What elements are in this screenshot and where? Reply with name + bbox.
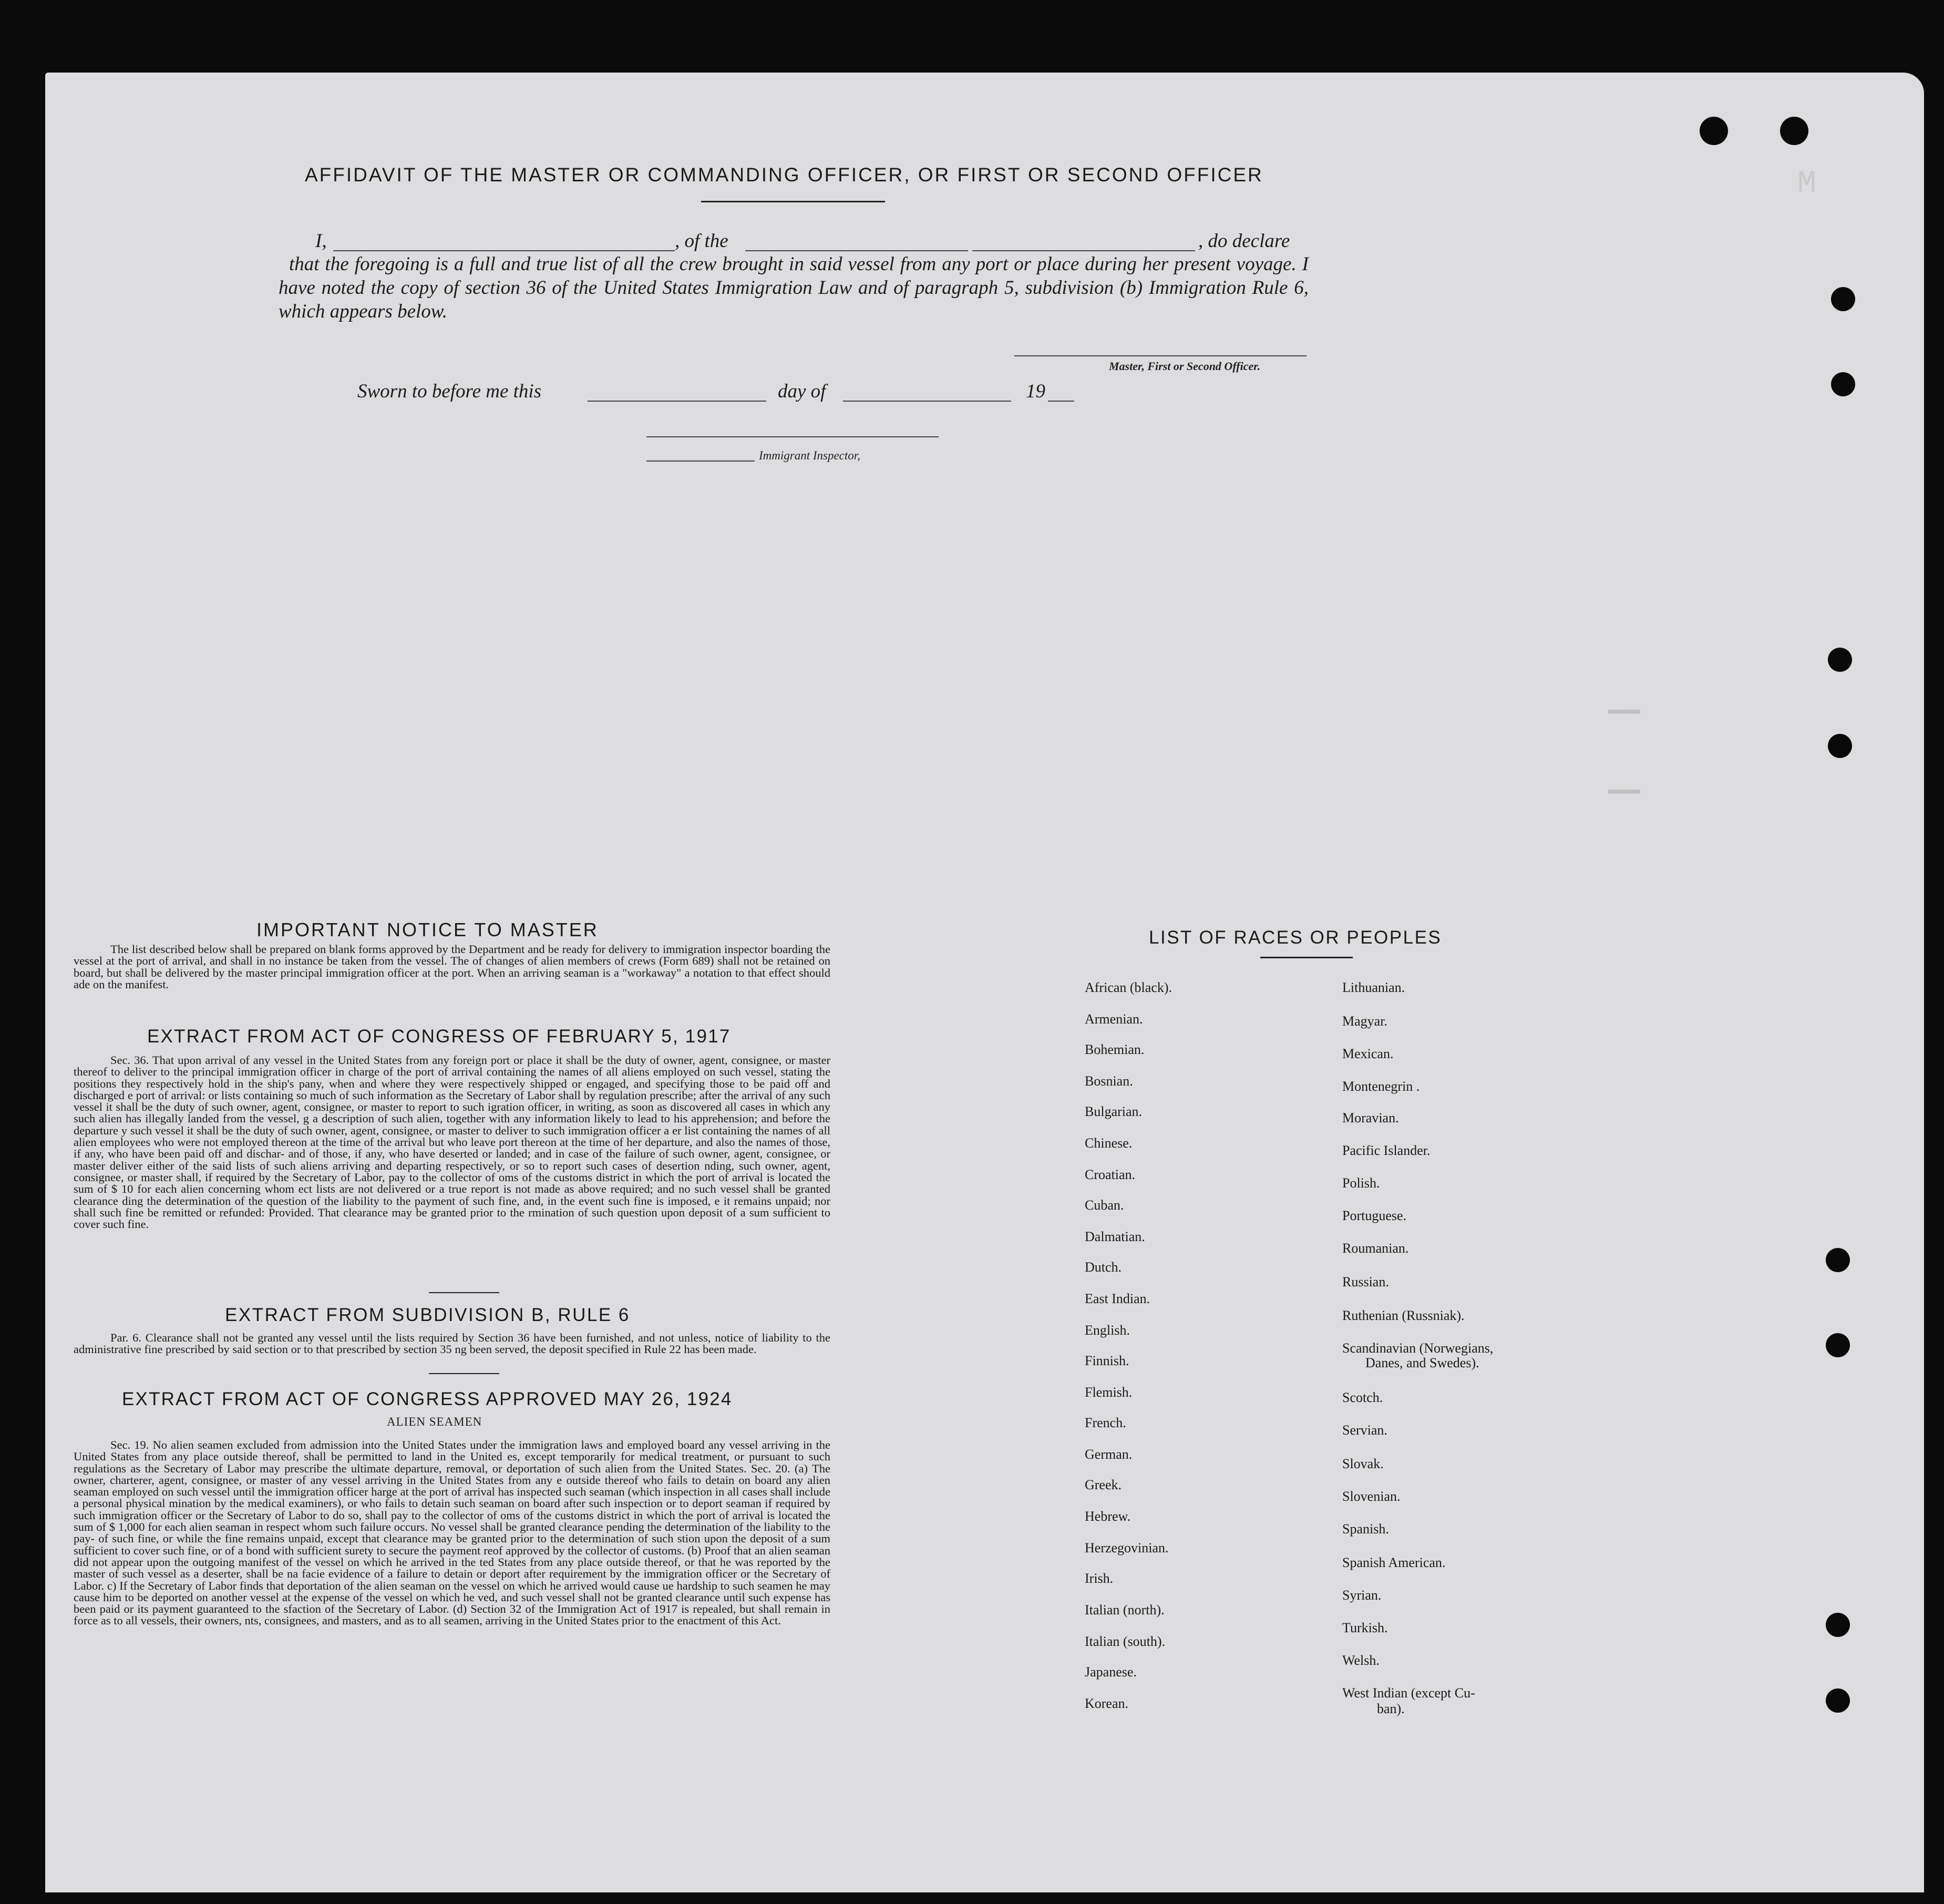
race-item: Greek. [1085, 1477, 1122, 1492]
race-item: Chinese. [1085, 1135, 1133, 1151]
race-item: Dalmatian. [1085, 1229, 1145, 1244]
punch-hole [1826, 1613, 1850, 1637]
race-item: Japanese. [1085, 1664, 1137, 1680]
extract-1917-text: Sec. 36. That upon arrival of any vessel in the United States from any foreign port or place it shall be the duty of owner, agent, consignee, or master thereof to deliver to the principal immigration officer in charge of the port of arrival containing the names of all aliens employed on such vessel, stating the positions they respectively hold in the ship's pany, when and where they were respectively shipped or engaged, and specifying those to be paid off and discharged e port of arrival: or lists containing so much of such information as the Secretary of Labor shall by regulation prescribe; after the arrival of any such vessel it shall be the duty of such owner, agent, consignee, or master to report to such igration officer, in writing, as soon as discovered all cases in which any such alien has illegally landed from the vessel, g a description of such alien, together with any information likely to lead to his apprehension; and before the departure y such vessel it shall be the duty of such owner, agent, consignee, or master to deliver to such immigration officer a er list containing the names of all alien employees who were not employed thereon at the time of the arrival but who leave port thereon at the time of her departure, and also the names of those, if any, who have been paid off and dischar- and of those, if any, who have deserted or landed; and in case of the failure of such owner, agent, consignee, or master deliver either of the said lists of such aliens arriving and departing respectively, or so to report such cases of desertion nding, such owner, agent, consignee, or master shall, if required by the Secretary of Labor, pay to the collector of oms of the customs district in which the port of arrival is located the sum of $ 10 for each alien concerning whom ect lists are not delivered or a true report is not made as above required; and no such vessel shall be granted clearance ding the determination of the question of the liability to the payment of such fine, and, in the event such fine is imposed, e it remains unpaid; nor shall such fine be remitted or refunded: Provided. That clearance may be granted prior to the rmination of such question upon deposit of a sum sufficient to cover such fine. [74, 1055, 830, 1231]
race-item: Flemish. [1085, 1385, 1133, 1400]
extract-1917-title: EXTRACT FROM ACT OF CONGRESS OF FEBRUARY 5, 1917 [147, 1026, 731, 1047]
races-title-underline [1260, 957, 1353, 958]
race-item: Croatian. [1085, 1167, 1136, 1182]
race-item: Portuguese. [1342, 1208, 1407, 1223]
bleed-through-mark: ▬▬▬ [1608, 700, 1641, 720]
race-item: Ruthenian (Russniak). [1342, 1308, 1465, 1323]
inspector-signature-line[interactable] [646, 436, 939, 437]
race-item: Russian. [1342, 1274, 1389, 1289]
race-item: Hebrew. [1085, 1509, 1131, 1524]
punch-hole [1826, 1248, 1850, 1272]
race-item: Turkish. [1342, 1620, 1388, 1635]
section-divider [429, 1373, 499, 1374]
sworn-year-blank[interactable] [1048, 401, 1074, 402]
affidavit-line1-end: , do declare [1198, 230, 1290, 252]
race-item: Scotch. [1342, 1390, 1383, 1405]
race-item: Moravian. [1342, 1110, 1399, 1125]
race-item: Lithuanian. [1342, 980, 1405, 995]
race-item: Roumanian. [1342, 1241, 1409, 1256]
punch-hole [1826, 1688, 1850, 1713]
rule6-text: Par. 6. Clearance shall not be granted any vessel until the lists required by Section 36 have been furnished, and not unless, notice of liability to the administrative fine prescribed by said section or to that prescribed by section 35 ng been served, the deposit specified in Rule 22 has been made. [74, 1332, 830, 1356]
race-item: Bulgarian. [1085, 1104, 1143, 1119]
race-item: Dutch. [1085, 1260, 1122, 1275]
rank-blank[interactable] [745, 250, 968, 251]
race-item: Cuban. [1085, 1197, 1124, 1213]
race-item: West Indian (except Cu- [1342, 1685, 1475, 1701]
bleed-through-mark: ▬▬▬ [1608, 780, 1641, 800]
extract-1924-title: EXTRACT FROM ACT OF CONGRESS APPROVED MAY 26, 1924 [122, 1389, 733, 1409]
race-item: Irish. [1085, 1571, 1114, 1586]
section-divider [429, 1292, 499, 1293]
affidavit-line1 [315, 229, 1309, 254]
race-item: Herzegovinian. [1085, 1540, 1169, 1555]
race-item: Pacific Islander. [1342, 1143, 1431, 1158]
race-item: Danes, and Swedes). [1365, 1355, 1479, 1370]
affidavit-title: AFFIDAVIT OF THE MASTER OR COMMANDING OFFICER, OR FIRST OR SECOND OFFICER [305, 164, 1263, 186]
punch-hole [1831, 372, 1855, 396]
bleed-through-mark: M [1797, 166, 1817, 202]
extract-1924-text: Sec. 19. No alien seamen excluded from admission into the United States under the immigration laws and employed board any vessel arriving in the United States from any place outside thereof, shall be permitted to land in the United es, except temporarily for medical treatment, or pursuant to such regulations as the Secretary of Labor may prescribe the ultimate departure, removal, or deportation of such alien from the United States. Sec. 20. (a) The owner, charterer, agent, consignee, or master of any vessel arriving in the United States from any e outside thereof who fails to detain on board any alien seaman employed on such vessel until the immigration officer harge at the port of arrival has inspected such seaman (which inspection in all cases shall include a personal physical mination by the medical examiners), or who fails to detain such seaman on board after such inspection or to deport seaman if required by such immigration officer or the Secretary of Labor to do so, shall pay to the collector of oms of the customs district in which the port of arrival is located the sum of $ 1,000 for each alien seaman in respect whom such failure occurs. No vessel shall be granted clearance pending the determination of the liability to the pay- of such fine, or while the fine remains unpaid, except that clearance may be granted prior to the determination of such stion upon the deposit of a sum sufficient to cover such fine, or of a bond with sufficient surety to secure the payment reof approved by the collector of customs. (b) Proof that an alien seaman did not appear upon the outgoing manifest of the vessel on which he arrived in the ted States from any place outside thereof, or that he was reported by the master of such vessel as a deserter, shall be na facie evidence of a failure to detain or deport after requirement by the immigration officer or the Secretary of Labor. c) If the Secretary of Labor finds that deportation of the alien seaman on the vessel on which he arrived would cause ue hardship to such seamen he may cause him to be deported on another vessel at the expense of the vessel on which he ved, and such vessel shall not be granted clearance until such expense has been paid or its payment guaranteed to the sfaction of the Secretary of Labor. (d) Section 32 of the Immigration Act of 1917 is repealed, but shall remain in force as to all vessels, their owners, nts, consignees, and masters, and as to all seamen, arriving in the United States prior to the enactment of this Act. [74, 1439, 830, 1627]
sworn-line [357, 380, 1093, 405]
races-title: LIST OF RACES OR PEOPLES [1149, 927, 1442, 948]
affidavit-line1-mid: , of the [675, 230, 728, 252]
race-item: Slovenian. [1342, 1489, 1401, 1504]
inspector-label: Immigrant Inspector, [759, 449, 860, 462]
notice-title: IMPORTANT NOTICE TO MASTER [256, 919, 599, 940]
race-item: ban). [1377, 1701, 1405, 1716]
race-item: East Indian. [1085, 1291, 1150, 1306]
race-item: Spanish. [1342, 1521, 1389, 1537]
race-item: Bosnian. [1085, 1073, 1133, 1089]
sworn-start: Sworn to before me this [357, 381, 542, 402]
race-item: Armenian. [1085, 1011, 1143, 1027]
master-label: Master, First or Second Officer. [1109, 360, 1261, 373]
race-item: Mexican. [1342, 1046, 1394, 1061]
sworn-year: 19 [1026, 381, 1045, 402]
sworn-month-blank[interactable] [843, 401, 1011, 402]
race-item: Italian (north). [1085, 1602, 1165, 1618]
race-item: Polish. [1342, 1175, 1380, 1191]
race-item: Scandinavian (Norwegians, [1342, 1340, 1494, 1356]
race-item: Finnish. [1085, 1353, 1129, 1368]
sworn-day-of: day of [778, 381, 826, 402]
punch-hole [1780, 117, 1808, 145]
inspector-line-short [646, 460, 755, 462]
vessel-blank[interactable] [972, 250, 1195, 251]
affidavit-title-underline [701, 201, 885, 202]
punch-hole [1826, 1333, 1850, 1357]
sworn-day-blank[interactable] [588, 401, 766, 402]
race-item: French. [1085, 1415, 1126, 1430]
notice-text: The list described below shall be prepared on blank forms approved by the Department and be ready for delivery to immigration inspector boarding the vessel at the port of arrival, and shall in no instance be taken from the vessel. The of changes of alien members of crews (Form 689) shall not be retained on board, but shall be delivered by the master principal immigration officer at the port. When an arriving seaman is a "workaway" a notation to that effect should ade on the manifest. [74, 944, 830, 991]
name-blank[interactable] [333, 250, 675, 251]
punch-hole [1831, 287, 1855, 311]
race-item: English. [1085, 1323, 1130, 1338]
race-item: Syrian. [1342, 1588, 1382, 1603]
affidavit-line1-start: I, [315, 230, 327, 252]
punch-hole [1700, 117, 1728, 145]
race-item: Bohemian. [1085, 1042, 1145, 1057]
race-item: African (black). [1085, 980, 1172, 995]
race-item: Italian (south). [1085, 1634, 1166, 1649]
rule6-title: EXTRACT FROM SUBDIVISION B, RULE 6 [225, 1305, 630, 1325]
race-item: Korean. [1085, 1696, 1129, 1711]
race-item: Magyar. [1342, 1014, 1387, 1029]
race-item: Montenegrin . [1342, 1079, 1420, 1094]
affidavit-text: that the foregoing is a full and true list of all the crew brought in said vessel from any port or place during her present voyage. I have noted the copy of section 36 of the United States Immigration Law and of paragraph 5, subdivision (b) Immigration Rule 6, which appears below. [279, 253, 1309, 322]
punch-hole [1828, 648, 1852, 672]
extract-1924-subtitle: ALIEN SEAMEN [387, 1415, 482, 1428]
race-item: German. [1085, 1447, 1133, 1462]
race-item: Slovak. [1342, 1456, 1384, 1471]
punch-hole [1828, 734, 1852, 758]
race-item: Spanish American. [1342, 1555, 1446, 1570]
master-signature-line[interactable] [1014, 355, 1307, 356]
race-item: Welsh. [1342, 1653, 1380, 1668]
race-item: Servian. [1342, 1422, 1387, 1438]
